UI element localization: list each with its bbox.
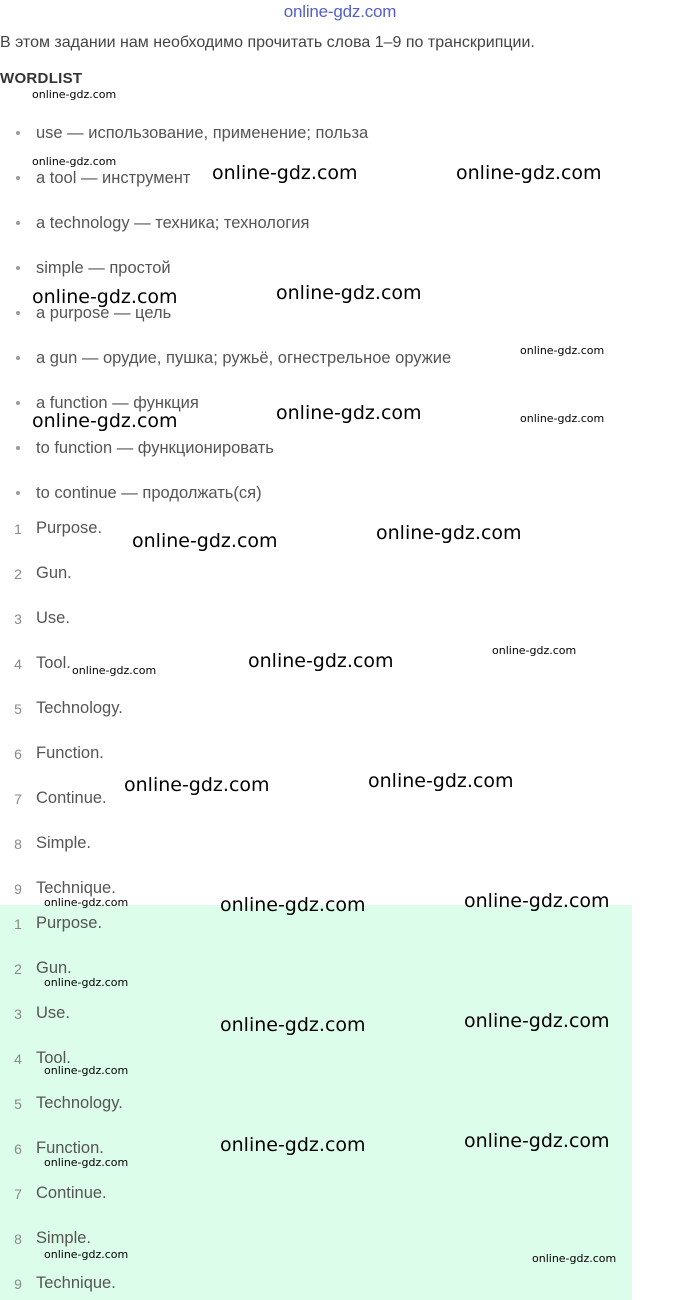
answer-number: 8	[14, 836, 22, 852]
watermark: online-gdz.com	[44, 1248, 129, 1261]
wordlist-entry: to function — функционировать	[36, 439, 274, 457]
list-item	[0, 302, 640, 347]
answer-number: 5	[14, 1096, 22, 1112]
answer-number: 6	[14, 1141, 22, 1157]
wordlist-entry: use — использование, применение; польза	[36, 124, 369, 142]
wordlist-entry: simple — простой	[36, 259, 171, 277]
answer-word: Function.	[36, 1139, 104, 1157]
answer-number: 2	[14, 566, 22, 582]
answer-item	[0, 912, 640, 957]
task-intro-text: В этом задании нам необходимо прочитать слова 1–9 по транскрипции.	[0, 34, 535, 51]
answer-number: 6	[14, 746, 22, 762]
watermark: online-gdz.com	[376, 522, 522, 544]
watermark: online-gdz.com	[132, 530, 278, 552]
answer-word: Tool.	[36, 1049, 71, 1067]
answer-word: Continue.	[36, 1184, 107, 1202]
answer-number: 3	[14, 611, 22, 627]
answer-item	[0, 697, 640, 742]
answer-word: Use.	[36, 609, 70, 627]
wordlist-entry: a purpose — цель	[36, 304, 172, 322]
watermark: online-gdz.com	[248, 650, 394, 672]
answer-word: Tool.	[36, 654, 71, 672]
wordlist-entry: a gun — орудие, пушка; ружьё, огнестрельное оружие	[36, 349, 452, 367]
answer-word: Technology.	[36, 1094, 123, 1112]
answer-number: 7	[14, 1186, 22, 1202]
bullet-icon	[16, 311, 20, 315]
wordlist-entry: to continue — продолжать(ся)	[36, 484, 262, 502]
watermark: online-gdz.com	[464, 890, 610, 912]
watermark: online-gdz.com	[72, 664, 157, 677]
answer-word: Technique.	[36, 879, 116, 897]
watermark: online-gdz.com	[44, 896, 129, 909]
answer-number: 9	[14, 881, 22, 897]
answer-number: 3	[14, 1006, 22, 1022]
watermark: online-gdz.com	[44, 1156, 129, 1169]
answer-item	[0, 832, 640, 877]
watermark: online-gdz.com	[276, 282, 422, 304]
wordlist-entry: a technology — техника; технология	[36, 214, 310, 232]
answer-word: Technique.	[36, 1274, 116, 1292]
answer-word: Continue.	[36, 789, 107, 807]
answer-number: 4	[14, 656, 22, 672]
answer-word: Simple.	[36, 834, 92, 852]
answer-item	[0, 787, 640, 832]
bullet-icon	[16, 131, 20, 135]
watermark: online-gdz.com	[44, 976, 129, 989]
answer-item	[0, 517, 640, 562]
answer-word: Function.	[36, 744, 104, 762]
answer-number: 1	[14, 521, 22, 537]
answer-number: 8	[14, 1231, 22, 1247]
answer-item	[0, 742, 640, 787]
watermark: online-gdz.com	[464, 1010, 610, 1032]
watermark: online-gdz.com	[464, 1130, 610, 1152]
answer-number: 1	[14, 916, 22, 932]
bullet-icon	[16, 176, 20, 180]
bullet-icon	[16, 446, 20, 450]
watermark: online-gdz.com	[220, 1014, 366, 1036]
watermark: online-gdz.com	[532, 1252, 617, 1265]
answer-item	[0, 562, 640, 607]
watermark: online-gdz.com	[32, 88, 117, 101]
bullet-icon	[16, 221, 20, 225]
watermark: online-gdz.com	[520, 344, 605, 357]
watermark: online-gdz.com	[520, 412, 605, 425]
answer-word: Gun.	[36, 959, 72, 977]
answer-number: 5	[14, 701, 22, 717]
watermark: online-gdz.com	[220, 894, 366, 916]
answer-number: 2	[14, 961, 22, 977]
watermark: online-gdz.com	[32, 286, 178, 308]
watermark: online-gdz.com	[212, 162, 358, 184]
answer-word: Simple.	[36, 1229, 92, 1247]
watermark: online-gdz.com	[276, 402, 422, 424]
wordlist-entry: a function — функция	[36, 394, 199, 412]
bullet-icon	[16, 401, 20, 405]
bullet-icon	[16, 491, 20, 495]
answer-item	[0, 1182, 640, 1227]
watermark: online-gdz.com	[456, 162, 602, 184]
wordlist-entry: a tool — инструмент	[36, 169, 191, 187]
watermark: online-gdz.com	[220, 1134, 366, 1156]
wordlist-title: WORDLIST	[0, 70, 83, 87]
answer-number: 9	[14, 1276, 22, 1292]
watermark: online-gdz.com	[32, 155, 117, 168]
watermark: online-gdz.com	[44, 1064, 129, 1077]
watermark: online-gdz.com	[492, 644, 577, 657]
watermark: online-gdz.com	[32, 410, 178, 432]
list-item	[0, 437, 640, 482]
answer-word: Gun.	[36, 564, 72, 582]
answer-word: Purpose.	[36, 519, 103, 537]
answer-number: 4	[14, 1051, 22, 1067]
answer-word: Technology.	[36, 699, 123, 717]
answer-word: Purpose.	[36, 914, 103, 932]
bullet-icon	[16, 266, 20, 270]
answer-word: Use.	[36, 1004, 70, 1022]
bullet-icon	[16, 356, 20, 360]
answer-number: 7	[14, 791, 22, 807]
watermark: online-gdz.com	[368, 770, 514, 792]
watermark: online-gdz.com	[124, 774, 270, 796]
highlighted-answer-list	[0, 912, 640, 1300]
list-item	[0, 212, 640, 257]
answer-item	[0, 1272, 640, 1300]
answer-list	[0, 517, 640, 922]
site-header-link[interactable]: online-gdz.com	[283, 2, 397, 21]
